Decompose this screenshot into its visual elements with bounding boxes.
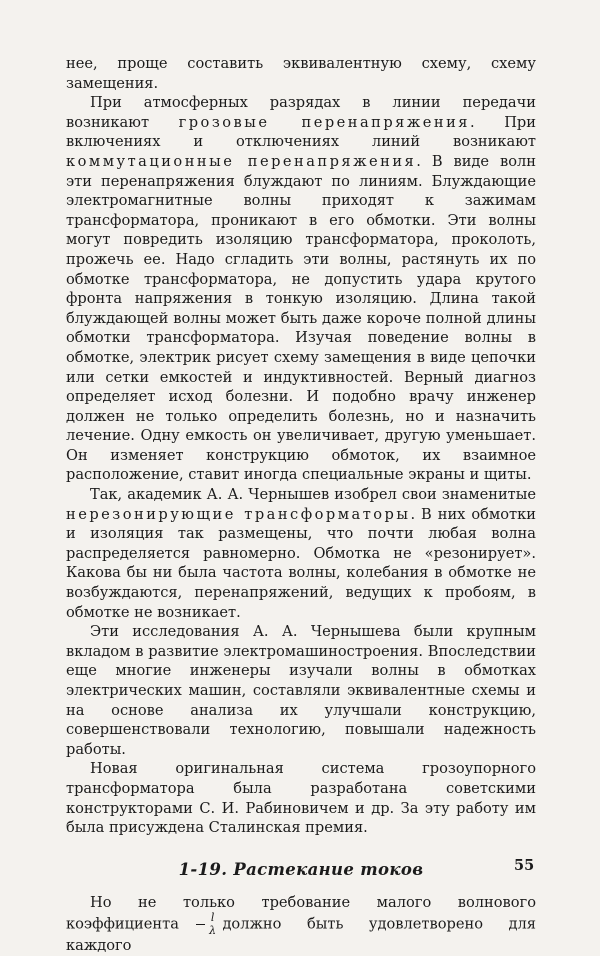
paragraph-6-after: должно быть удовлетворено для каждого bbox=[66, 915, 536, 954]
paragraph-5-text: Новая оригинальная система грозоупорного трансформатора была разработана советскими конструкторами С. И. Рабиновичем и др. За эту работу им была присуждена Сталинская премия. bbox=[66, 760, 536, 837]
paragraph-6-before: Но не только требование малого волнового коэффициента bbox=[66, 894, 536, 933]
fraction-bar bbox=[196, 924, 205, 925]
paragraph-2-part-1: При атмосферных разрядах в линии передачи возникают bbox=[66, 94, 536, 131]
paragraph-2-part-5: . В виде волн эти перенапряжения блуждают по линиям. Блуждающие электромагнитные волны приходят к зажимам трансформатора, проникают в его обмотки. Эти волны могут повредить изоляцию трансформатора, проколоть, прожечь ее. Надо сгладить эти волны, растянуть их по обмотке трансформатора, не допустить удара крутого фронта напряжения в тонкую изоляцию. Длина такой блуждающей волны может быть даже короче полной длины обмотки трансформатора. Изучая поведение волны в обмотке, электрик рисует схему замещения в виде цепочки или сетки емкостей и индуктивностей. Верный диагноз определяет исход болезни. И подобно врачу инженер должен не только определить болезнь, но и назначить лечение. Одну емкость он увеличивает, другую уменьшает. Он изменяет конструкцию обмоток, их взаимное расположение, ставит иногда специальные экраны и щиты. bbox=[66, 152, 536, 484]
paragraph-2-part-3: . При включениях и отключениях линий возникают bbox=[66, 113, 537, 151]
page-number: 55 bbox=[514, 857, 535, 874]
paragraph-4-text: Эти исследования А. А. Чернышева были крупным вкладом в развитие электромашиностроения. Впоследствии еще многие инженеры изучали волны в обмотках электрических машин, составляли эквивалентные схемы и на основе анализа их улучшали конструкцию, совершенствовали технологию, повышали надежность работы. bbox=[66, 623, 536, 758]
paragraph-2 bbox=[66, 93, 536, 485]
spaced-term-non-resonating-transformers: нерезонирующие трансформаторы bbox=[66, 505, 411, 523]
section-heading: 1-19. Растекание токов bbox=[178, 859, 424, 879]
paragraph-1-text: нее, проще составить эквивалентную схему, схему замещения. bbox=[66, 55, 536, 92]
paragraph-3-part-3: . В них обмотки и изоляция так размещены, что почти любая волна распределяется равномерно. Обмотка не «резонирует». Какова бы ни была частота волны, колебания в обмотке не возбуждаются, перенапряжений, ведущих к пробоям, в обмотке не возникает. bbox=[66, 505, 536, 621]
fraction-denominator: λ bbox=[209, 923, 217, 937]
spaced-term-lightning-overvoltages: грозовые перенапряжения bbox=[178, 113, 470, 131]
paragraph-3-part-1: Так, академик А. А. Чернышев изобрел свои знаменитые bbox=[90, 486, 536, 504]
body-text bbox=[66, 54, 536, 956]
spaced-term-switching-overvoltages: коммутационные перенапряжения bbox=[66, 152, 417, 170]
fraction-l-over-lambda bbox=[185, 910, 217, 937]
paragraph-6 bbox=[66, 893, 536, 955]
paragraph-1 bbox=[66, 54, 536, 93]
paragraph-3 bbox=[66, 485, 536, 622]
fraction-numerator: l bbox=[210, 910, 215, 924]
paragraph-4 bbox=[66, 622, 536, 759]
paragraph-5 bbox=[66, 759, 536, 837]
